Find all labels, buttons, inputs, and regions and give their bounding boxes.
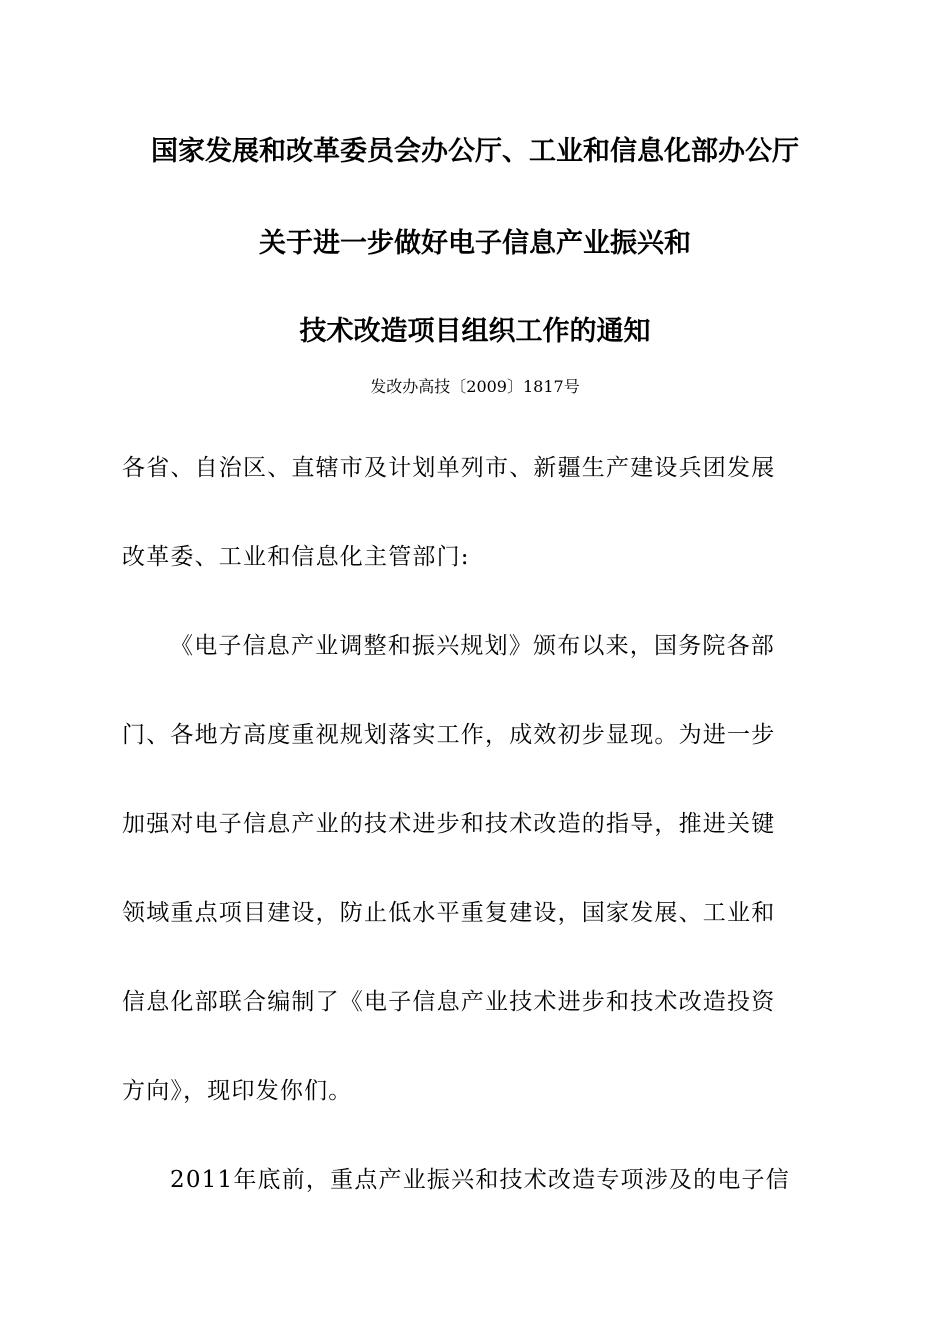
addressee-line-1: 各省、自治区、直辖市及计划单列市、新疆生产建设兵团发展	[122, 455, 776, 481]
paragraph-2-line-1: 2011年底前，重点产业振兴和技术改造专项涉及的电子信	[170, 1167, 790, 1193]
title-line-3: 技术改造项目组织工作的通知	[299, 316, 651, 347]
paragraph-1-line-4: 领域重点项目建设，防止低水平重复建设，国家发展、工业和	[122, 900, 776, 926]
title-line-2: 关于进一步做好电子信息产业振兴和	[259, 228, 691, 259]
paragraph-1-line-2: 门、各地方高度重视规划落实工作，成效初步显现。为进一步	[122, 722, 776, 748]
paragraph-1-line-5: 信息化部联合编制了《电子信息产业技术进步和技术改造投资	[122, 989, 776, 1015]
title-line-1: 国家发展和改革委员会办公厅、工业和信息化部办公厅	[151, 136, 799, 167]
paragraph-1-line-3: 加强对电子信息产业的技术进步和技术改造的指导，推进关键	[122, 811, 776, 837]
addressee-line-2: 改革委、工业和信息化主管部门:	[122, 544, 470, 570]
paragraph-1-line-1: 《电子信息产业调整和振兴规划》颁布以来，国务院各部	[170, 633, 775, 659]
paragraph-1-line-6: 方向》，现印发你们。	[122, 1078, 353, 1104]
document-number: 发改办高技〔2009〕1817号	[370, 377, 580, 396]
